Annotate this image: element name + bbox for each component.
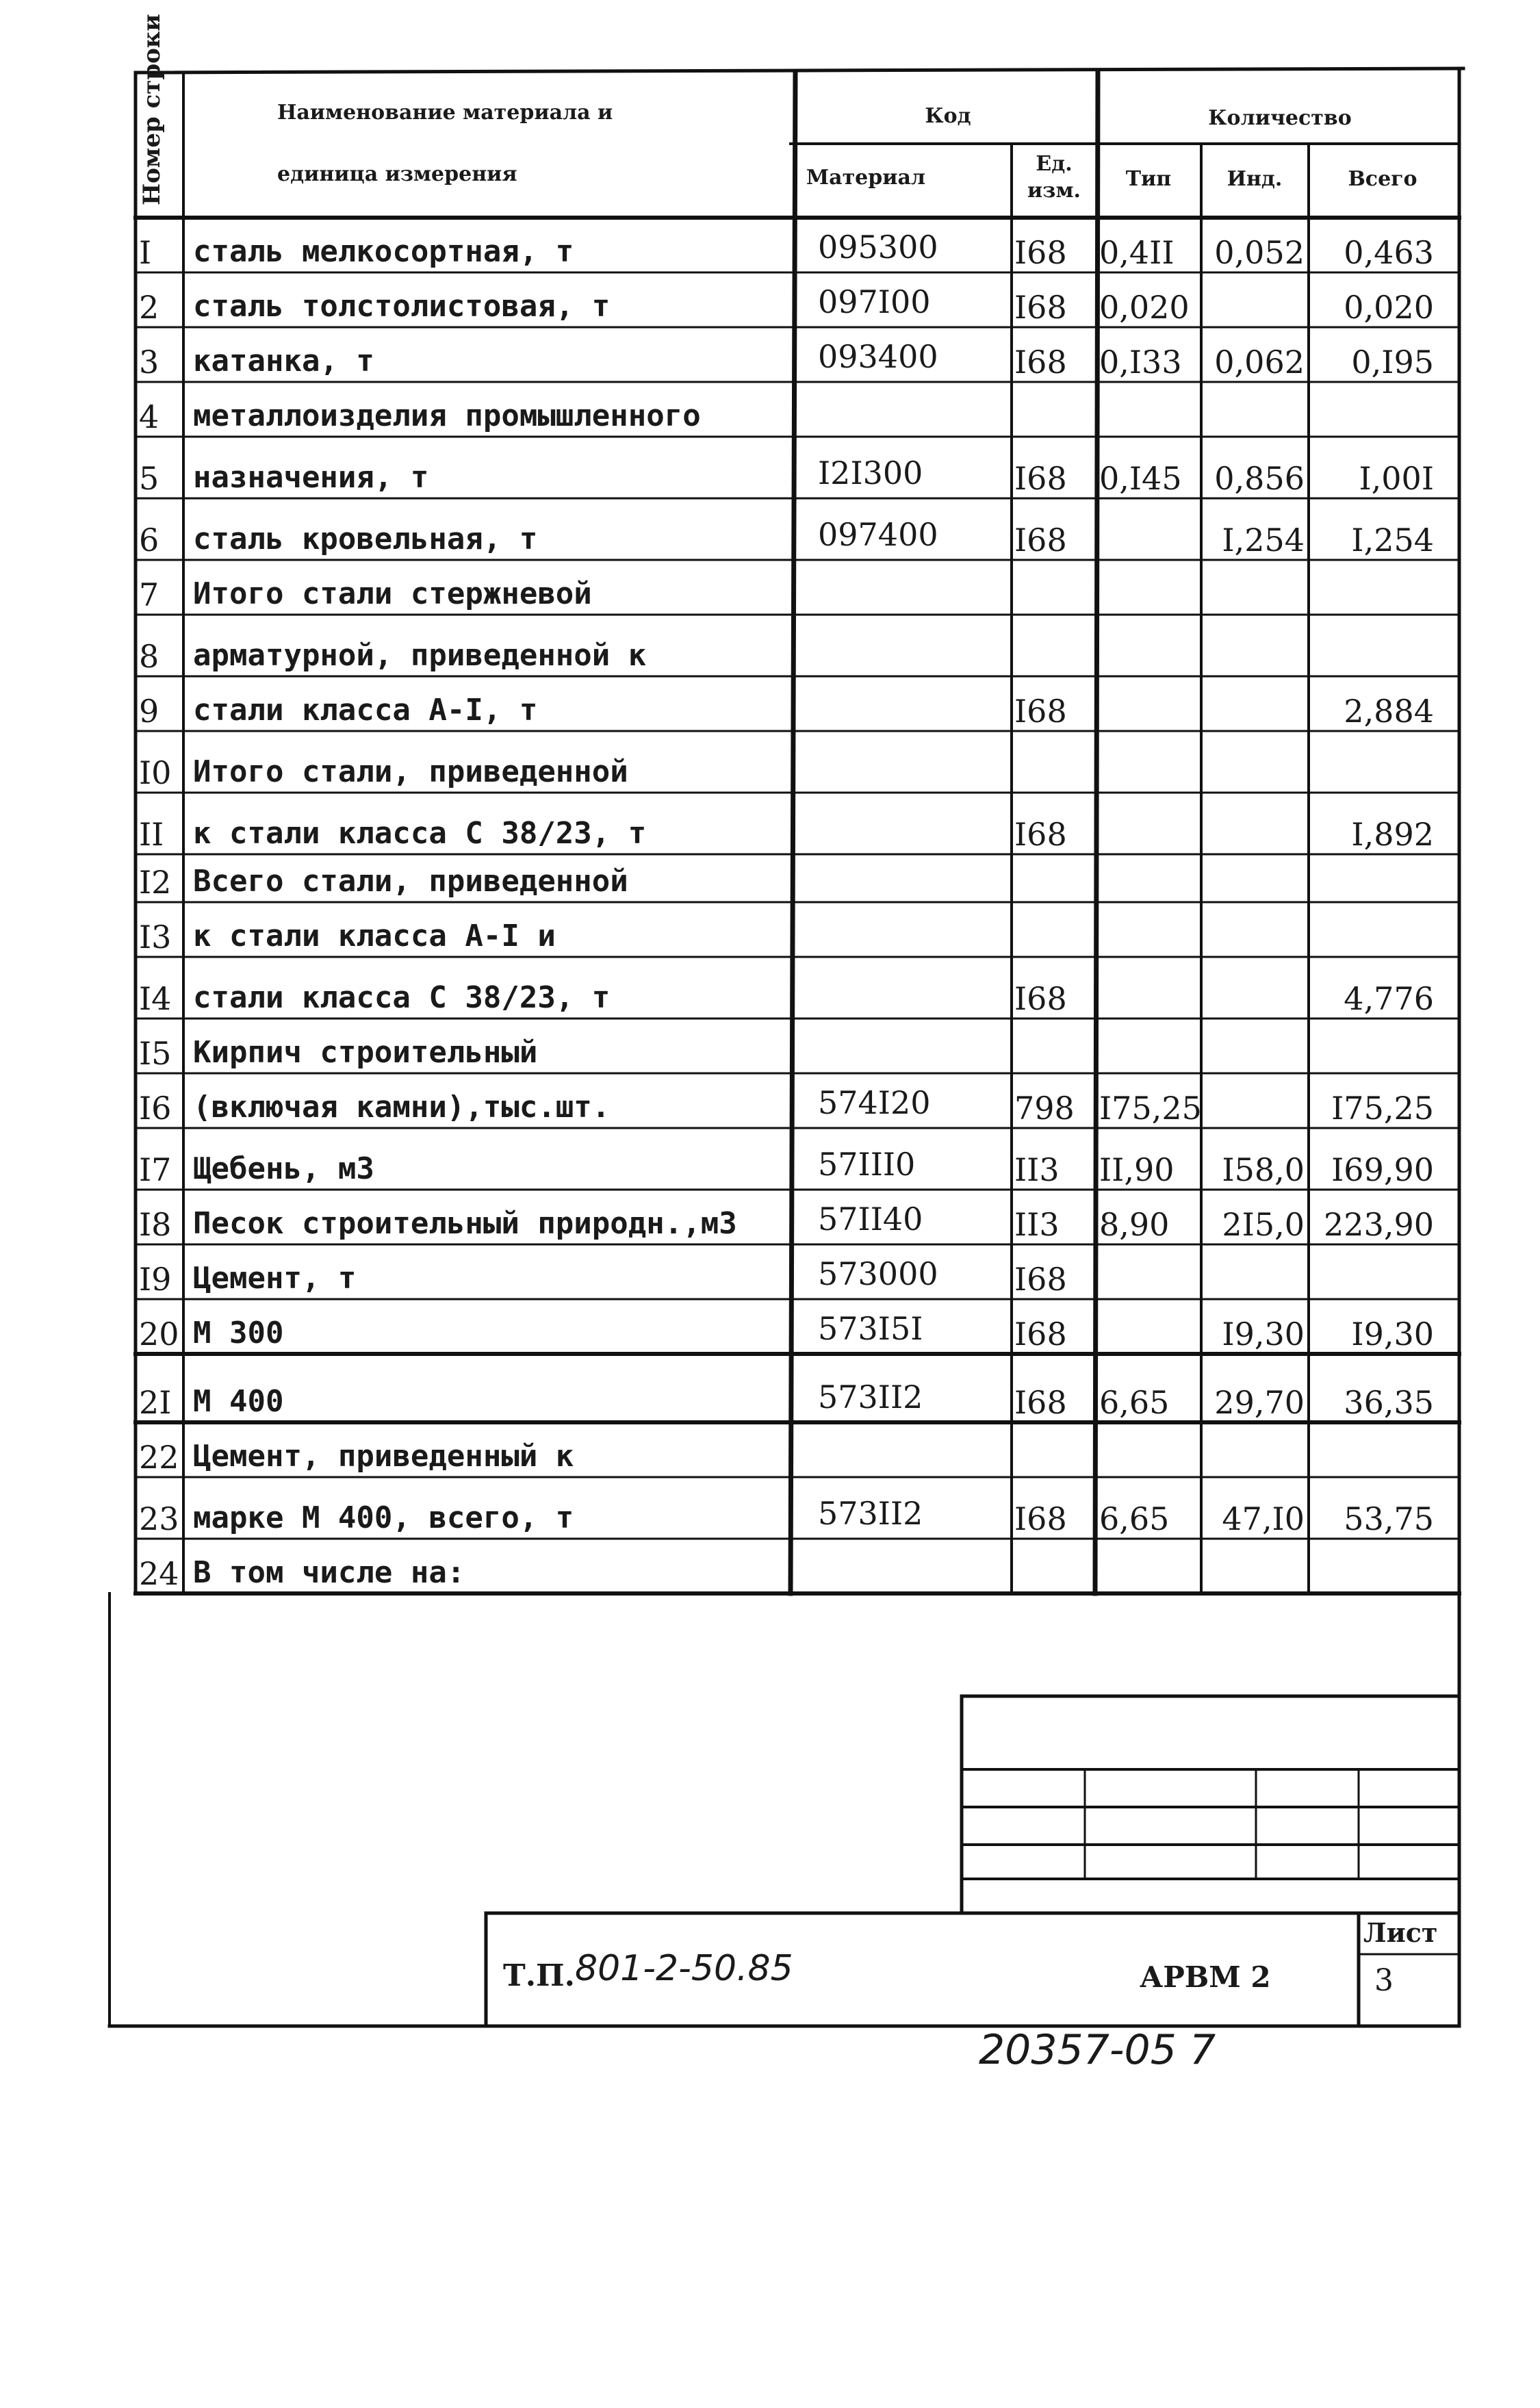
row-unit-code: I68 — [1014, 816, 1067, 853]
row-name: М 300 — [193, 1316, 284, 1350]
row-ind: 0,062 — [1214, 344, 1305, 381]
row-total: I69,90 — [1331, 1151, 1434, 1188]
row-tip: 8,90 — [1099, 1206, 1170, 1243]
row-unit-code: 798 — [1014, 1090, 1075, 1127]
material-header: Материал — [806, 166, 926, 190]
row-tip: 0,I45 — [1099, 460, 1182, 497]
row-name: М 400 — [193, 1384, 284, 1419]
row-unit-code: I68 — [1014, 693, 1067, 730]
row-total: 0,463 — [1344, 234, 1434, 271]
row-name: сталь кровельная, т — [193, 522, 538, 556]
stamp-album: АРВМ 2 — [1140, 1960, 1271, 1994]
row-total: 36,35 — [1344, 1384, 1434, 1421]
row-number: 4 — [139, 398, 159, 435]
row-name: сталь толстолистовая, т — [193, 289, 611, 324]
row-material-code: 097400 — [818, 516, 938, 553]
row-tip: 0,I33 — [1099, 344, 1182, 381]
row-number: II — [139, 816, 164, 853]
row-material-code: 573000 — [818, 1255, 938, 1292]
row-tip: 6,65 — [1099, 1500, 1170, 1537]
row-unit-code: I68 — [1014, 1316, 1067, 1353]
row-name: В том числе на: — [193, 1555, 465, 1590]
row-material-code: 097I00 — [818, 283, 931, 320]
row-name: арматурной, приведенной к — [193, 638, 647, 673]
row-ind: I58,0 — [1222, 1151, 1305, 1188]
row-number: I3 — [139, 919, 172, 956]
row-unit-code: I68 — [1014, 522, 1067, 559]
row-unit-code: I68 — [1014, 460, 1067, 497]
row-unit-code: I68 — [1014, 1261, 1067, 1298]
row-unit-code: I68 — [1014, 344, 1067, 381]
footer-note: 20357-05 7 — [979, 2026, 1216, 2074]
row-name: Цемент, приведенный к — [193, 1439, 574, 1474]
row-name: катанка, т — [193, 344, 374, 379]
row-tip: 6,65 — [1099, 1384, 1170, 1421]
row-number: I2 — [139, 864, 172, 901]
row-name: стали класса А-I, т — [193, 693, 538, 728]
stamp-sheet-label: Лист — [1363, 1917, 1438, 1948]
unit-header: Ед. изм. — [1027, 152, 1081, 203]
row-material-code: 57II40 — [818, 1201, 923, 1238]
row-ind: 0,856 — [1214, 460, 1305, 497]
tip-header: Тип — [1125, 167, 1172, 191]
row-material-code: 573I5I — [818, 1310, 923, 1347]
name-header-line1: Наименование материала и — [277, 101, 613, 125]
row-total: 0,I95 — [1351, 344, 1434, 381]
row-total: 223,90 — [1324, 1206, 1434, 1243]
stamp-sheet-number: 3 — [1374, 1963, 1394, 1998]
row-unit-code: I68 — [1014, 980, 1067, 1017]
row-number: I0 — [139, 754, 172, 791]
row-name: Кирпич строительный — [193, 1035, 538, 1070]
row-ind: 47,I0 — [1222, 1500, 1305, 1537]
row-number: 2I — [139, 1384, 172, 1421]
row-material-code: 573II2 — [818, 1495, 923, 1532]
row-name: к стали класса С 38/23, т — [193, 816, 647, 851]
row-material-code: 57III0 — [818, 1146, 916, 1183]
row-name: Итого стали стержневой — [193, 576, 592, 611]
stamp-tp-number: 801-2-50.85 — [575, 1948, 793, 1989]
row-total: I9,30 — [1351, 1316, 1434, 1353]
row-total: I,254 — [1351, 522, 1434, 559]
row-number: 8 — [139, 638, 159, 675]
row-number: I9 — [139, 1261, 172, 1298]
row-number: I8 — [139, 1206, 172, 1243]
row-total: 2,884 — [1344, 693, 1434, 730]
row-material-code: 574I20 — [818, 1084, 931, 1121]
row-number: 23 — [139, 1500, 179, 1537]
row-number: I — [139, 234, 152, 271]
row-ind: I,254 — [1222, 522, 1305, 559]
row-unit-code: I68 — [1014, 234, 1067, 271]
row-ind: 0,052 — [1214, 234, 1305, 271]
row-name: стали класса С 38/23, т — [193, 980, 611, 1015]
row-name: (включая камни),тыс.шт. — [193, 1090, 611, 1125]
row-number: I5 — [139, 1035, 172, 1072]
row-material-code: I2I300 — [818, 454, 923, 491]
row-material-code: 095300 — [818, 229, 938, 266]
row-number: I6 — [139, 1090, 172, 1127]
row-name: сталь мелкосортная, т — [193, 234, 574, 269]
row-tip: 0,4II — [1099, 234, 1175, 271]
row-number: 3 — [139, 344, 159, 381]
row-material-code: 093400 — [818, 338, 938, 375]
row-name: Итого стали, приведенной — [193, 754, 628, 789]
row-total: I75,25 — [1331, 1090, 1434, 1127]
row-name: металлоизделия промышленного — [193, 398, 701, 433]
row-unit-code: I68 — [1014, 1384, 1067, 1421]
ind-header: Инд. — [1227, 167, 1283, 191]
row-unit-code: II3 — [1014, 1151, 1060, 1188]
stamp-tp-label: Т.П. — [503, 1958, 575, 1993]
quantity-header: Количество — [1208, 106, 1352, 130]
row-tip: 0,020 — [1099, 289, 1190, 326]
row-total: I,00I — [1359, 460, 1434, 497]
row-number-header: Номер строки — [138, 14, 166, 205]
row-total: 0,020 — [1344, 289, 1434, 326]
row-number: I7 — [139, 1151, 172, 1188]
row-total: I,892 — [1351, 816, 1434, 853]
row-ind: 29,70 — [1214, 1384, 1305, 1421]
total-header: Всего — [1348, 167, 1417, 191]
row-number: 9 — [139, 693, 159, 730]
row-ind: I9,30 — [1222, 1316, 1305, 1353]
row-ind: 2I5,0 — [1222, 1206, 1305, 1243]
row-material-code: 573II2 — [818, 1379, 923, 1416]
row-number: I4 — [139, 980, 172, 1017]
row-unit-code: I68 — [1014, 1500, 1067, 1537]
name-header-line2: единица измерения — [277, 162, 517, 186]
row-number: 6 — [139, 522, 159, 559]
row-name: Цемент, т — [193, 1261, 357, 1296]
row-number: 7 — [139, 576, 159, 613]
row-tip: II,90 — [1099, 1151, 1175, 1188]
row-name: Щебень, м3 — [193, 1151, 374, 1186]
row-total: 4,776 — [1344, 980, 1434, 1017]
row-name: Всего стали, приведенной — [193, 864, 628, 899]
row-name: назначения, т — [193, 460, 429, 495]
row-unit-code: II3 — [1014, 1206, 1060, 1243]
row-name: марке М 400, всего, т — [193, 1500, 574, 1535]
row-number: 5 — [139, 460, 159, 497]
row-number: 24 — [139, 1555, 179, 1592]
row-name: Песок строительный природн.,м3 — [193, 1206, 737, 1241]
row-unit-code: I68 — [1014, 289, 1067, 326]
code-header: Код — [925, 104, 971, 128]
row-number: 22 — [139, 1439, 179, 1476]
row-number: 2 — [139, 289, 159, 326]
row-tip: I75,25 — [1099, 1090, 1202, 1127]
row-number: 20 — [139, 1316, 179, 1353]
row-total: 53,75 — [1344, 1500, 1434, 1537]
row-name: к стали класса А-I и — [193, 919, 556, 953]
